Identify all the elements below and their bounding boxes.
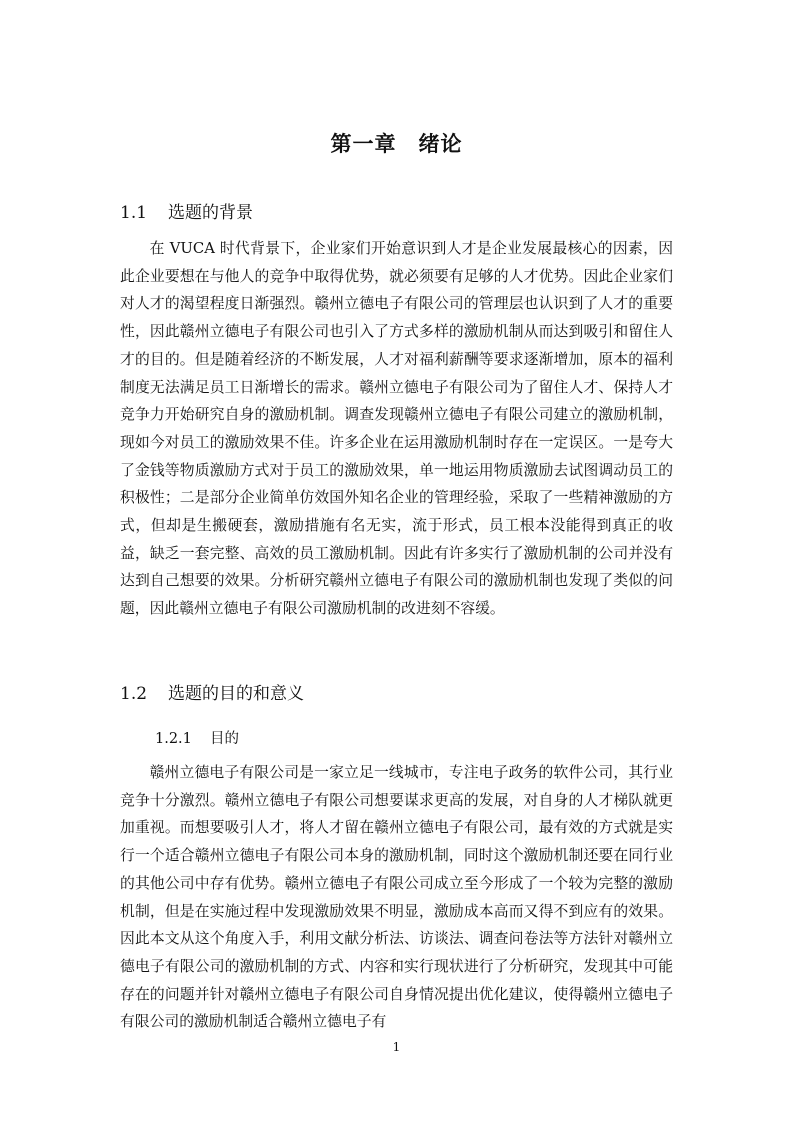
section-heading-1-1 — [120, 198, 253, 223]
subsection-number: 1.2.1 — [155, 731, 192, 747]
subsection-heading-1-2-1 — [155, 727, 239, 748]
chapter-title — [0, 128, 793, 158]
page-number: 1 — [392, 1040, 401, 1054]
section-title: 选题的目的和意义 — [168, 684, 304, 704]
chapter-name: 绪论 — [418, 132, 463, 156]
section-number: 1.1 — [120, 203, 148, 223]
section-number: 1.2 — [120, 684, 148, 704]
section-1-1-paragraph: 在 VUCA 时代背景下，企业家们开始意识到人才是企业发展最核心的因素，因此企业要想在与他人的竞争中取得优势，就必须要有足够的人才优势。因此企业家们对人才的渴望程度日渐强烈。赣州立德电子有限公司的管理层也认识到了人才的重要性，因此赣州立德电子有限公司也引入了方式多样的激励机制从而达到吸引和留住人才的目的。但是随着经济的不断发展，人才对福利薪酬等要求逐渐增加，原本的福利制度无法满足员工日渐增长的需求。赣州立德电子有限公司为了留住人才、保持人才竞争力开始研究自身的激励机制。调查发现赣州立德电子有限公司建立的激励机制，现如今对员工的激励效果不佳。许多企业在运用激励机制时存在一定误区。一是夸大了金钱等物质激励方式对于员工的激励效果，单一地运用物质激励去试图调动员工的积极性；二是部分企业简单仿效国外知名企业的管理经验，采取了一些精神激励的方式，但却是生搬硬套，激励措施有名无实，流于形式，员工根本没能得到真正的收益，缺乏一套完整、高效的员工激励机制。因此有许多实行了激励机制的公司并没有达到自己想要的效果。分析研究赣州立德电子有限公司的激励机制也发现了类似的问题，因此赣州立德电子有限公司激励机制的改进刻不容缓。 — [120, 240, 673, 618]
subsection-1-2-1-paragraph: 赣州立德电子有限公司是一家立足一线城市，专注电子政务的软件公司，其行业竞争十分激烈。赣州立德电子有限公司想要谋求更高的发展，对自身的人才梯队就更加重视。而想要吸引人才，将人才留在赣州立德电子有限公司，最有效的方式就是实行一个适合赣州立德电子有限公司本身的激励机制，同时这个激励机制还要在同行业的其他公司中存有优势。赣州立德电子有限公司成立至今形成了一个较为完整的激励机制，但是在实施过程中发现激励效果不明显，激励成本高而又得不到应有的效果。因此本文从这个角度入手，利用文献分析法、访谈法、调查问卷法等方法针对赣州立德电子有限公司的激励机制的方式、内容和实行现状进行了分析研究，发现其中可能存在的问题并针对赣州立德电子有限公司自身情况提出优化建议，使得赣州立德电子有限公司的激励机制适合赣州立德电子有 — [120, 764, 673, 1031]
subsection-title: 目的 — [210, 731, 239, 747]
section-heading-1-2 — [120, 679, 304, 704]
chapter-number: 第一章 — [330, 132, 397, 156]
section-title: 选题的背景 — [168, 203, 253, 223]
